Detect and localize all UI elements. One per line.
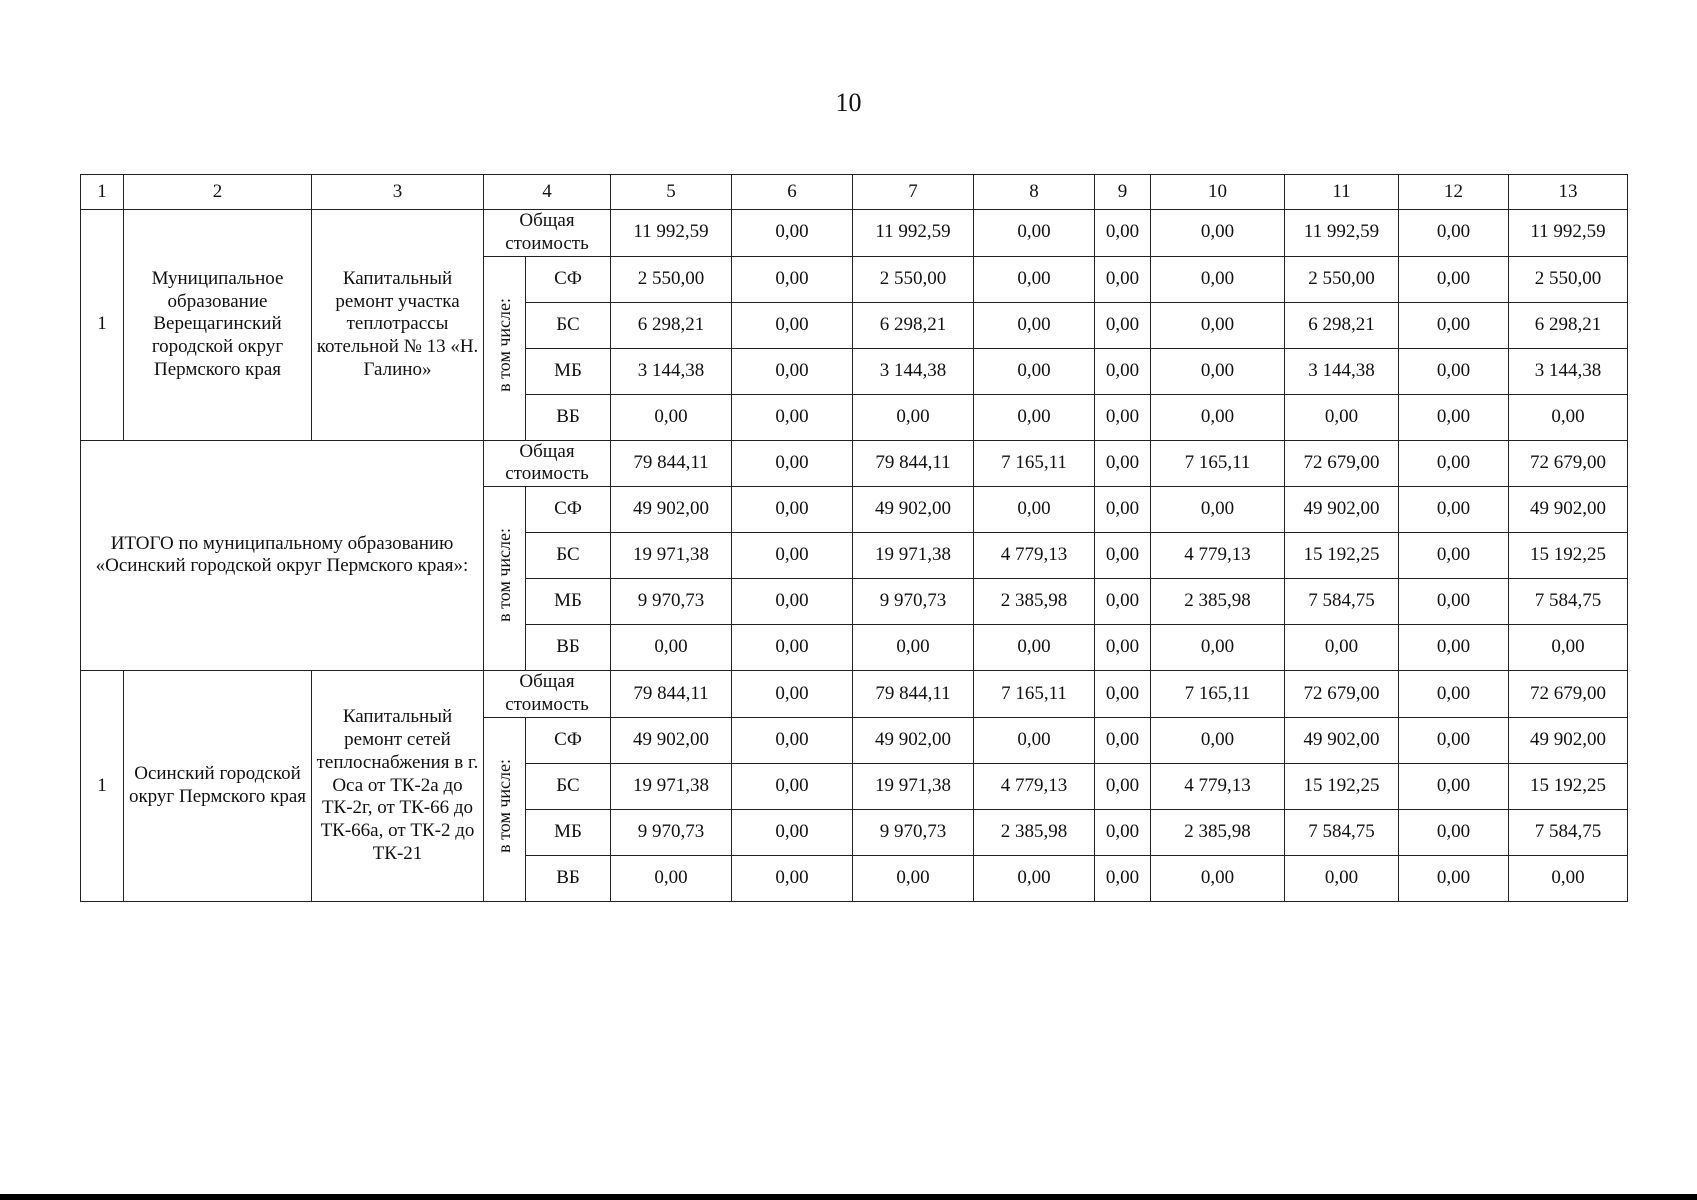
value-cell: 0,00 bbox=[1399, 440, 1509, 487]
value-cell: 79 844,11 bbox=[611, 671, 732, 718]
value-cell: 72 679,00 bbox=[1509, 671, 1628, 718]
value-cell: 49 902,00 bbox=[1509, 487, 1628, 533]
value-cell: 0,00 bbox=[1399, 210, 1509, 257]
value-cell: 7 584,75 bbox=[1285, 579, 1399, 625]
value-cell: 0,00 bbox=[1095, 210, 1151, 257]
itogo-label: ИТОГО по муниципальному образованию «Осинский городской округ Пермского края»: bbox=[81, 440, 484, 671]
value-cell: 0,00 bbox=[1151, 394, 1285, 440]
value-cell: 6 298,21 bbox=[853, 302, 974, 348]
value-cell: 0,00 bbox=[974, 855, 1095, 901]
value-cell: 4 779,13 bbox=[1151, 763, 1285, 809]
value-cell: 0,00 bbox=[1285, 625, 1399, 671]
value-cell: 19 971,38 bbox=[611, 533, 732, 579]
row-number: 1 bbox=[81, 210, 124, 441]
municipality-name: Муниципальное образование Верещагинский городской округ Пермского края bbox=[124, 210, 312, 441]
page-number: 10 bbox=[835, 88, 862, 117]
value-cell: 0,00 bbox=[611, 394, 732, 440]
funding-source-label: СФ bbox=[526, 487, 611, 533]
value-cell: 0,00 bbox=[974, 256, 1095, 302]
value-cell: 0,00 bbox=[1399, 533, 1509, 579]
value-cell: 79 844,11 bbox=[853, 671, 974, 718]
value-cell: 49 902,00 bbox=[853, 717, 974, 763]
value-cell: 0,00 bbox=[1095, 579, 1151, 625]
project-total-row bbox=[81, 210, 1628, 257]
value-cell: 7 165,11 bbox=[974, 671, 1095, 718]
value-cell: 0,00 bbox=[732, 440, 853, 487]
value-cell: 19 971,38 bbox=[853, 763, 974, 809]
value-cell: 0,00 bbox=[853, 855, 974, 901]
value-cell: 11 992,59 bbox=[1285, 210, 1399, 257]
value-cell: 0,00 bbox=[732, 487, 853, 533]
value-cell: 11 992,59 bbox=[853, 210, 974, 257]
value-cell: 0,00 bbox=[1095, 625, 1151, 671]
funding-source-label: БС bbox=[526, 533, 611, 579]
value-cell: 4 779,13 bbox=[1151, 533, 1285, 579]
value-cell: 0,00 bbox=[1095, 487, 1151, 533]
funding-source-label: МБ bbox=[526, 809, 611, 855]
col-num-4: 4 bbox=[484, 175, 611, 210]
value-cell: 2 550,00 bbox=[853, 256, 974, 302]
value-cell: 0,00 bbox=[732, 763, 853, 809]
including-label: в том числе: bbox=[493, 528, 514, 623]
value-cell: 49 902,00 bbox=[1285, 487, 1399, 533]
value-cell: 0,00 bbox=[974, 302, 1095, 348]
value-cell: 0,00 bbox=[1151, 625, 1285, 671]
value-cell: 15 192,25 bbox=[1509, 533, 1628, 579]
value-cell: 3 144,38 bbox=[853, 348, 974, 394]
value-cell: 0,00 bbox=[1151, 717, 1285, 763]
funding-source-label: СФ bbox=[526, 717, 611, 763]
value-cell: 4 779,13 bbox=[974, 533, 1095, 579]
column-number-row bbox=[81, 175, 1628, 210]
value-cell: 0,00 bbox=[974, 717, 1095, 763]
value-cell: 0,00 bbox=[1399, 717, 1509, 763]
value-cell: 0,00 bbox=[1095, 256, 1151, 302]
value-cell: 0,00 bbox=[1151, 348, 1285, 394]
including-label-cell bbox=[484, 487, 526, 671]
value-cell: 9 970,73 bbox=[611, 579, 732, 625]
funding-source-label: МБ bbox=[526, 348, 611, 394]
value-cell: 0,00 bbox=[1399, 394, 1509, 440]
value-cell: 0,00 bbox=[1151, 302, 1285, 348]
value-cell: 7 584,75 bbox=[1285, 809, 1399, 855]
value-cell: 0,00 bbox=[1399, 625, 1509, 671]
value-cell: 49 902,00 bbox=[853, 487, 974, 533]
value-cell: 2 385,98 bbox=[1151, 809, 1285, 855]
value-cell: 0,00 bbox=[1399, 348, 1509, 394]
sections-body bbox=[81, 210, 1628, 902]
value-cell: 0,00 bbox=[1095, 763, 1151, 809]
value-cell: 6 298,21 bbox=[1509, 302, 1628, 348]
funding-source-label: ВБ bbox=[526, 855, 611, 901]
value-cell: 4 779,13 bbox=[974, 763, 1095, 809]
value-cell: 49 902,00 bbox=[611, 487, 732, 533]
value-cell: 49 902,00 bbox=[1509, 717, 1628, 763]
value-cell: 0,00 bbox=[1151, 855, 1285, 901]
value-cell: 0,00 bbox=[1151, 210, 1285, 257]
value-cell: 72 679,00 bbox=[1509, 440, 1628, 487]
value-cell: 9 970,73 bbox=[853, 809, 974, 855]
value-cell: 0,00 bbox=[1399, 763, 1509, 809]
value-cell: 2 550,00 bbox=[1285, 256, 1399, 302]
value-cell: 0,00 bbox=[732, 256, 853, 302]
col-num-6: 6 bbox=[732, 175, 853, 210]
value-cell: 72 679,00 bbox=[1285, 440, 1399, 487]
value-cell: 0,00 bbox=[974, 625, 1095, 671]
value-cell: 0,00 bbox=[1095, 809, 1151, 855]
including-label: в том числе: bbox=[493, 297, 514, 392]
value-cell: 0,00 bbox=[732, 302, 853, 348]
value-cell: 0,00 bbox=[974, 394, 1095, 440]
funding-source-label: СФ bbox=[526, 256, 611, 302]
value-cell: 2 385,98 bbox=[974, 579, 1095, 625]
col-num-3: 3 bbox=[312, 175, 484, 210]
total-cost-label: Общая стоимость bbox=[484, 671, 611, 718]
value-cell: 0,00 bbox=[1399, 487, 1509, 533]
value-cell: 79 844,11 bbox=[611, 440, 732, 487]
value-cell: 0,00 bbox=[611, 855, 732, 901]
funding-source-label: БС bbox=[526, 302, 611, 348]
col-num-10: 10 bbox=[1151, 175, 1285, 210]
col-num-2: 2 bbox=[124, 175, 312, 210]
value-cell: 7 165,11 bbox=[1151, 440, 1285, 487]
value-cell: 0,00 bbox=[1095, 302, 1151, 348]
value-cell: 0,00 bbox=[611, 625, 732, 671]
value-cell: 0,00 bbox=[732, 717, 853, 763]
funding-source-label: МБ bbox=[526, 579, 611, 625]
value-cell: 9 970,73 bbox=[853, 579, 974, 625]
value-cell: 0,00 bbox=[1399, 579, 1509, 625]
value-cell: 0,00 bbox=[1095, 671, 1151, 718]
value-cell: 11 992,59 bbox=[611, 210, 732, 257]
value-cell: 72 679,00 bbox=[1285, 671, 1399, 718]
value-cell: 0,00 bbox=[1399, 809, 1509, 855]
value-cell: 0,00 bbox=[853, 394, 974, 440]
value-cell: 0,00 bbox=[1509, 625, 1628, 671]
col-num-8: 8 bbox=[974, 175, 1095, 210]
value-cell: 0,00 bbox=[853, 625, 974, 671]
value-cell: 0,00 bbox=[1285, 855, 1399, 901]
value-cell: 2 385,98 bbox=[974, 809, 1095, 855]
value-cell: 3 144,38 bbox=[611, 348, 732, 394]
col-num-9: 9 bbox=[1095, 175, 1151, 210]
value-cell: 79 844,11 bbox=[853, 440, 974, 487]
value-cell: 15 192,25 bbox=[1285, 763, 1399, 809]
including-label: в том числе: bbox=[493, 758, 514, 853]
value-cell: 0,00 bbox=[1399, 302, 1509, 348]
itogo-total-row bbox=[81, 440, 1628, 487]
value-cell: 2 550,00 bbox=[611, 256, 732, 302]
col-num-7: 7 bbox=[853, 175, 974, 210]
value-cell: 2 550,00 bbox=[1509, 256, 1628, 302]
value-cell: 0,00 bbox=[1285, 394, 1399, 440]
funding-source-label: ВБ bbox=[526, 394, 611, 440]
value-cell: 0,00 bbox=[1095, 717, 1151, 763]
value-cell: 19 971,38 bbox=[853, 533, 974, 579]
value-cell: 0,00 bbox=[1151, 487, 1285, 533]
value-cell: 0,00 bbox=[974, 348, 1095, 394]
col-num-5: 5 bbox=[611, 175, 732, 210]
value-cell: 49 902,00 bbox=[611, 717, 732, 763]
value-cell: 15 192,25 bbox=[1285, 533, 1399, 579]
value-cell: 7 165,11 bbox=[1151, 671, 1285, 718]
value-cell: 0,00 bbox=[732, 348, 853, 394]
col-num-13: 13 bbox=[1509, 175, 1628, 210]
total-cost-label: Общая стоимость bbox=[484, 210, 611, 257]
funding-source-label: ВБ bbox=[526, 625, 611, 671]
value-cell: 49 902,00 bbox=[1285, 717, 1399, 763]
value-cell: 3 144,38 bbox=[1285, 348, 1399, 394]
value-cell: 0,00 bbox=[974, 487, 1095, 533]
value-cell: 0,00 bbox=[1095, 855, 1151, 901]
value-cell: 0,00 bbox=[1399, 855, 1509, 901]
value-cell: 0,00 bbox=[732, 533, 853, 579]
scan-border bbox=[0, 1194, 1697, 1200]
col-num-12: 12 bbox=[1399, 175, 1509, 210]
value-cell: 0,00 bbox=[974, 210, 1095, 257]
value-cell: 0,00 bbox=[1095, 394, 1151, 440]
total-cost-label: Общая стоимость bbox=[484, 440, 611, 487]
col-num-1: 1 bbox=[81, 175, 124, 210]
value-cell: 0,00 bbox=[1095, 348, 1151, 394]
budget-table bbox=[80, 174, 1628, 902]
value-cell: 3 144,38 bbox=[1509, 348, 1628, 394]
value-cell: 0,00 bbox=[1399, 671, 1509, 718]
municipality-name: Осинский городской округ Пермского края bbox=[124, 671, 312, 902]
value-cell: 6 298,21 bbox=[1285, 302, 1399, 348]
col-num-11: 11 bbox=[1285, 175, 1399, 210]
value-cell: 0,00 bbox=[1095, 440, 1151, 487]
value-cell: 2 385,98 bbox=[1151, 579, 1285, 625]
value-cell: 0,00 bbox=[732, 210, 853, 257]
value-cell: 9 970,73 bbox=[611, 809, 732, 855]
value-cell: 7 165,11 bbox=[974, 440, 1095, 487]
including-label-cell bbox=[484, 256, 526, 440]
value-cell: 11 992,59 bbox=[1509, 210, 1628, 257]
value-cell: 19 971,38 bbox=[611, 763, 732, 809]
value-cell: 7 584,75 bbox=[1509, 809, 1628, 855]
row-number: 1 bbox=[81, 671, 124, 902]
project-total-row bbox=[81, 671, 1628, 718]
value-cell: 0,00 bbox=[732, 671, 853, 718]
value-cell: 0,00 bbox=[732, 855, 853, 901]
value-cell: 0,00 bbox=[732, 625, 853, 671]
including-label-cell bbox=[484, 717, 526, 901]
value-cell: 0,00 bbox=[1399, 256, 1509, 302]
value-cell: 0,00 bbox=[1095, 533, 1151, 579]
value-cell: 15 192,25 bbox=[1509, 763, 1628, 809]
value-cell: 0,00 bbox=[732, 579, 853, 625]
object-description: Капитальный ремонт сетей теплоснабжения в г. Оса от ТК-2а до ТК-2г, от ТК-66 до ТК-66а, от ТК-2 до ТК-21 bbox=[312, 671, 484, 902]
value-cell: 7 584,75 bbox=[1509, 579, 1628, 625]
value-cell: 0,00 bbox=[1509, 394, 1628, 440]
object-description: Капитальный ремонт участка теплотрассы котельной № 13 «Н. Галино» bbox=[312, 210, 484, 441]
value-cell: 0,00 bbox=[732, 394, 853, 440]
value-cell: 0,00 bbox=[732, 809, 853, 855]
value-cell: 6 298,21 bbox=[611, 302, 732, 348]
value-cell: 0,00 bbox=[1509, 855, 1628, 901]
funding-source-label: БС bbox=[526, 763, 611, 809]
value-cell: 0,00 bbox=[1151, 256, 1285, 302]
